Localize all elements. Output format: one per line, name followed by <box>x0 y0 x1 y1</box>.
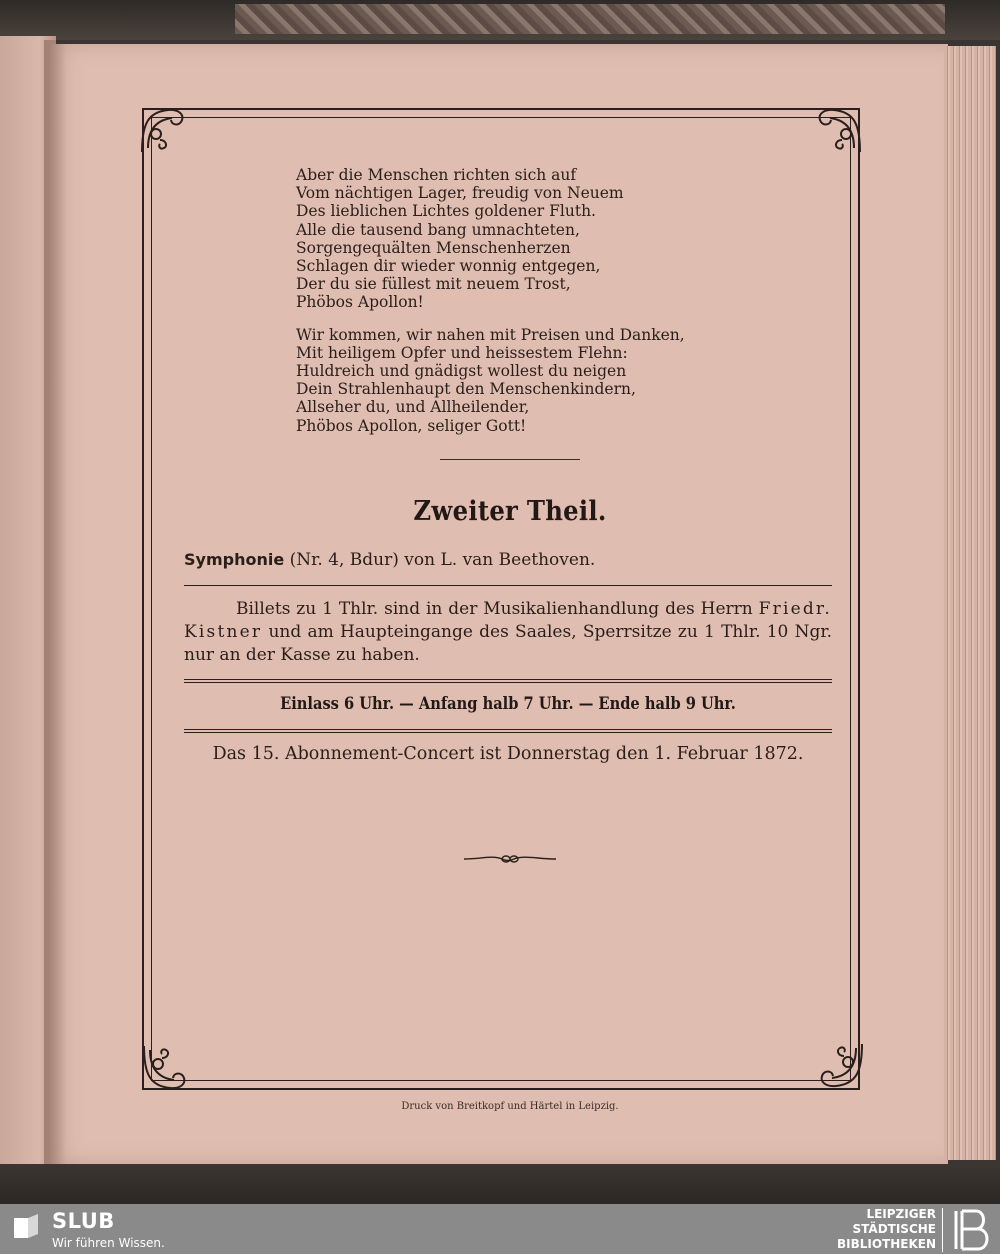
next-concert-notice: Das 15. Abonnement-Concert ist Donnerstag den 1. Februar 1872. <box>212 744 804 764</box>
poem-line: Huldreich und gnädigst wollest du neigen <box>296 362 627 381</box>
lsb-text[interactable] <box>736 1207 936 1252</box>
footer-divider <box>942 1208 943 1252</box>
poem-line: Phöbos Apollon, seliger Gott! <box>296 416 527 435</box>
divider-rule <box>184 732 832 733</box>
poem-line: Des lieblichen Lichtes goldener Fluth. <box>296 202 596 221</box>
poem-line: Wir kommen, wir nahen mit Preisen und Danken, <box>296 325 685 344</box>
page-edges <box>944 46 996 1160</box>
divider-rule <box>184 585 832 586</box>
poem-line: Dein Strahlenhaupt den Menschenkindern, <box>296 380 636 399</box>
poem-line: Phöbos Apollon! <box>296 293 424 312</box>
program-item-details: (Nr. 4, Bdur) von L. van Beethoven. <box>284 550 596 570</box>
section-heading: Zweiter Theil. <box>413 496 607 527</box>
program-item <box>184 550 595 570</box>
corner-ornament-bottom-left <box>140 1042 192 1094</box>
poem-stanza-1 <box>296 166 776 312</box>
ticket-info-text <box>184 598 832 667</box>
poem-line: Allseher du, und Allheilender, <box>296 398 530 417</box>
short-divider <box>440 459 580 460</box>
printer-imprint: Druck von Breitkopf und Härtel in Leipzig. <box>401 1101 619 1112</box>
slub-name[interactable]: SLUB <box>52 1209 115 1233</box>
corner-ornament-top-left <box>138 104 190 156</box>
flourish-ornament <box>462 852 558 866</box>
corner-ornament-bottom-right <box>814 1040 866 1092</box>
marbled-edge <box>235 4 945 34</box>
slub-logo-icon[interactable] <box>12 1212 42 1242</box>
divider-rule <box>184 729 832 730</box>
poem <box>296 166 776 449</box>
corner-ornament-top-right <box>812 104 864 156</box>
divider-rule <box>184 682 832 683</box>
lsb-logo-icon[interactable] <box>950 1207 994 1253</box>
lsb-line: BIBLIOTHEKEN <box>836 1237 936 1251</box>
book-binding-bottom <box>0 1164 1000 1204</box>
lsb-line: LEIPZIGER <box>866 1207 936 1221</box>
spine-shadow <box>44 40 66 1170</box>
poem-line: Sorgengequälten Menschenherzen <box>296 238 571 257</box>
poem-line: Mit heiligem Opfer und heissestem Flehn: <box>296 343 628 362</box>
schedule-times: Einlass 6 Uhr. — Anfang halb 7 Uhr. — Ende halb 9 Uhr. <box>280 694 736 714</box>
ticket-seller-name: Friedr. Kistner <box>184 599 832 642</box>
ticket-info-part: Billets zu 1 Thlr. sind in der Musikalienhandlung des Herrn <box>236 599 759 619</box>
poem-line: Der du sie füllest mit neuem Trost, <box>296 275 571 294</box>
ticket-info-part: und am Haupteingange des Saales, Sperrsitze zu 1 Thlr. 10 Ngr. nur an der Kasse zu haben. <box>184 622 832 665</box>
ticket-info <box>184 598 832 667</box>
poem-line: Aber die Menschen richten sich auf <box>296 166 577 184</box>
poem-line: Vom nächtigen Lager, freudig von Neuem <box>296 184 624 203</box>
footer-bar <box>0 1204 1000 1254</box>
poem-stanza-2 <box>296 326 776 435</box>
poem-line: Schlagen dir wieder wonnig entgegen, <box>296 257 601 276</box>
poem-line: Alle die tausend bang umnachteten, <box>296 220 580 239</box>
divider-rule <box>184 679 832 680</box>
slub-tagline: Wir führen Wissen. <box>52 1236 165 1250</box>
program-item-title: Symphonie <box>184 550 285 569</box>
lsb-line: STÄDTISCHE <box>852 1222 936 1236</box>
